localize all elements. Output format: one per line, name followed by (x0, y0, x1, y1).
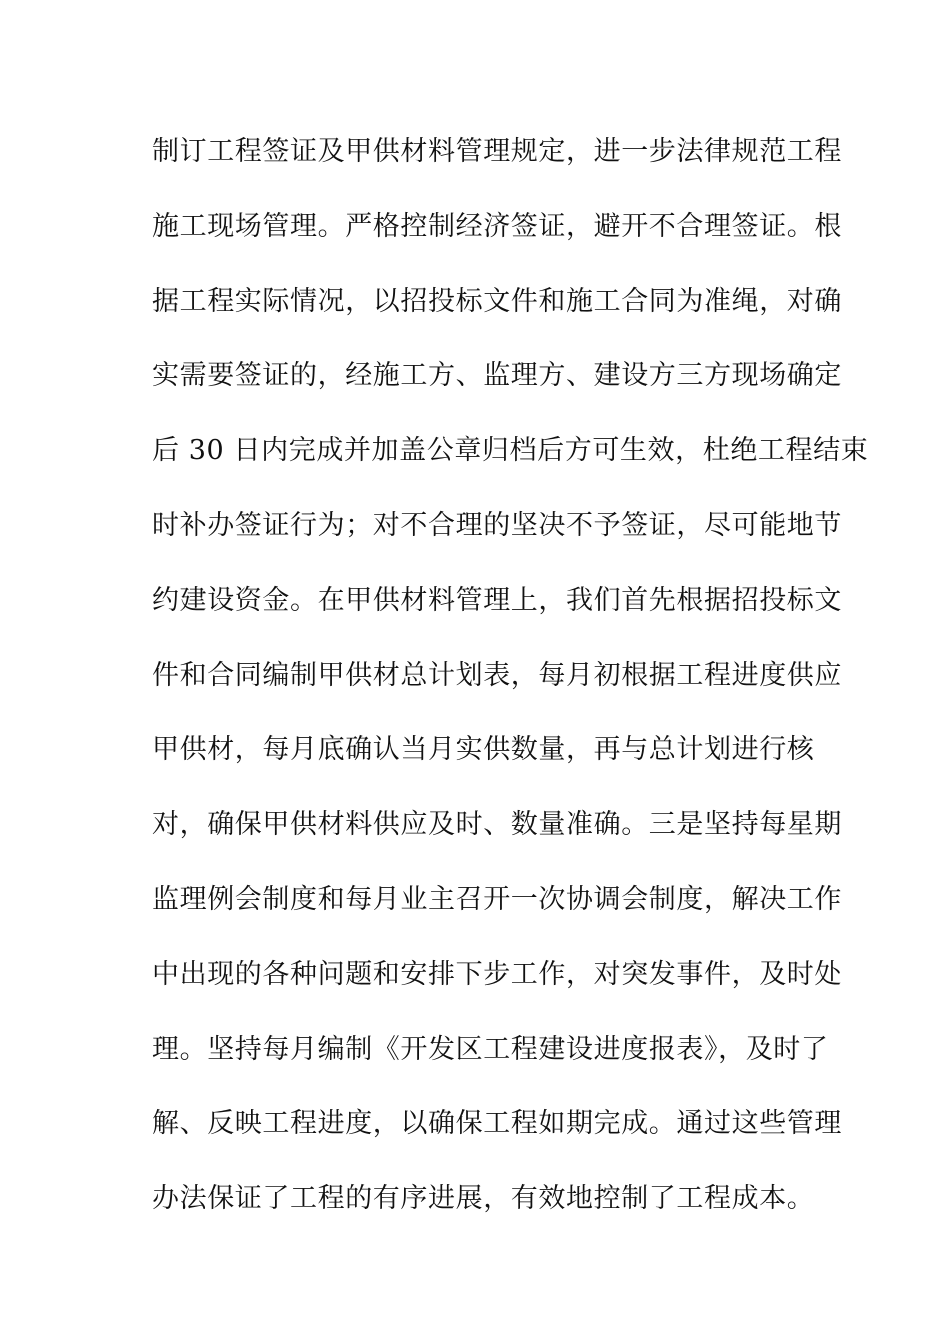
text-line-5: 后 30 日内完成并加盖公章归档后方可生效，杜绝工程结束 (152, 435, 869, 467)
text-line-2: 施工现场管理。严格控制经济签证，避开不合理签证。根 (152, 210, 842, 242)
text-line-7: 约建设资金。在甲供材料管理上，我们首先根据招投标文 (152, 584, 842, 616)
text-line-11: 监理例会制度和每月业主召开一次协调会制度，解决工作 (152, 883, 842, 915)
text-line-9: 甲供材，每月底确认当月实供数量，再与总计划进行核 (152, 734, 815, 766)
text-line-6: 时补办签证行为；对不合理的坚决不予签证，尽可能地节 (152, 509, 842, 541)
text-line-15: 办法保证了工程的有序进展，有效地控制了工程成本。 (152, 1183, 815, 1215)
text-line-10: 对，确保甲供材料供应及时、数量准确。三是坚持每星期 (152, 809, 842, 841)
body-paragraph (152, 128, 869, 1250)
text-line-3: 据工程实际情况，以招投标文件和施工合同为准绳，对确 (152, 285, 842, 317)
text-line-8: 件和合同编制甲供材总计划表，每月初根据工程进度供应 (152, 659, 842, 691)
text-line-13: 理。坚持每月编制《开发区工程建设进度报表》，及时了 (152, 1033, 829, 1065)
text-line-4: 实需要签证的，经施工方、监理方、建设方三方现场确定 (152, 360, 842, 392)
text-line-1: 制订工程签证及甲供材料管理规定，进一步法律规范工程 (152, 136, 842, 167)
text-line-14: 解、反映工程进度，以确保工程如期完成。通过这些管理 (152, 1108, 842, 1140)
text-line-12: 中出现的各种问题和安排下步工作，对突发事件，及时处 (152, 958, 842, 990)
